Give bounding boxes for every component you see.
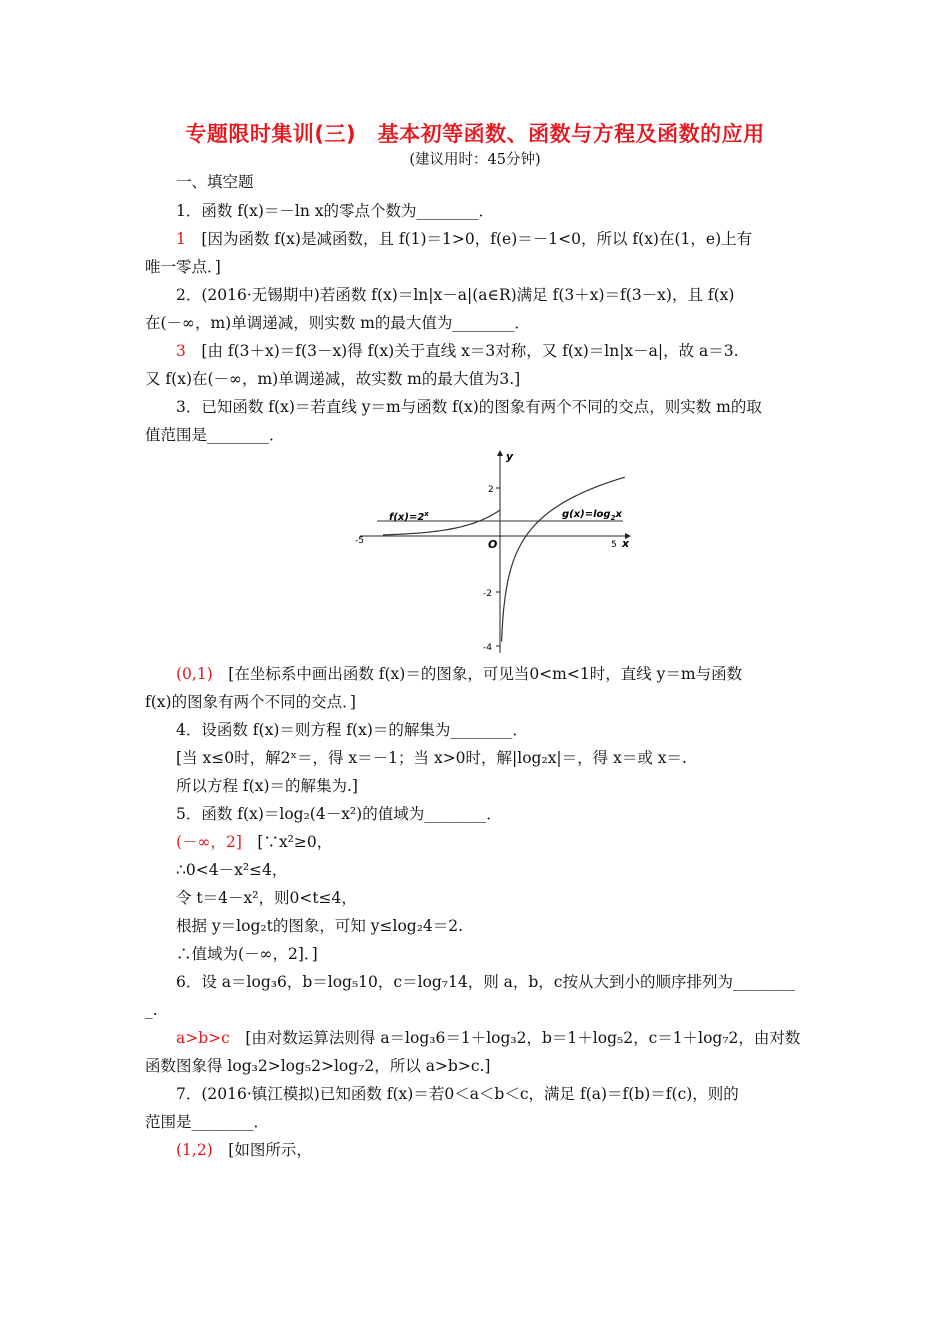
q1-text: 1．函数 f(x)＝－ln x的零点个数为________． xyxy=(176,202,494,220)
q4-text: 4．设函数 f(x)＝则方程 f(x)＝的解集为________． xyxy=(176,721,528,739)
q6-answer: a>b>c [由对数运算法则得 a＝log₃6＝1＋log₃2，b＝1＋log₅2，c＝1＋log₇2，由对数 xyxy=(176,1029,801,1047)
q2-text: 2．(2016·无锡期中)若函数 f(x)＝ln|x－a|(a∈R)满足 f(3＋x)＝f(3－x)，且 f(x) xyxy=(176,286,735,304)
q1-answer-cont: 唯一零点．] xyxy=(145,258,221,276)
q6-text-cont: _. xyxy=(145,1001,158,1019)
q6-answer-cont: 函数图象得 log₃2>log₅2>log₇2，所以 a>b>c.] xyxy=(145,1057,491,1075)
q3-text-cont: 值范围是________． xyxy=(145,426,285,444)
q5-step-1: ∴0<4－x²≤4， xyxy=(176,861,288,879)
g-curve-label: $g(x)=\log_2x$ xyxy=(562,509,622,522)
origin-label: O xyxy=(488,538,498,551)
curve-g-log xyxy=(502,477,625,641)
q5-text: 5．函数 f(x)＝log₂(4－x²)的值域为________． xyxy=(176,805,502,823)
y-tick-label-neg2: -2 xyxy=(483,589,492,599)
q4-answer-cont: 所以方程 f(x)＝的解集为.] xyxy=(176,777,358,795)
q6-text: 6．设 a＝log₃6，b＝log₅10，c＝log₇14，则 a，b，c按从大到小的顺序排列为________ xyxy=(176,973,795,991)
q1-answer: 1 [因为函数 f(x)是减函数，且 f(1)＝1>0，f(e)＝－1<0，所以 f(x)在(1，e)上有 xyxy=(176,230,753,248)
x-tick-label-neg5: -5 xyxy=(355,536,364,546)
page-title: 专题限时集训(三) 基本初等函数、函数与方程及函数的应用 xyxy=(185,122,765,146)
q3-text: 3．已知函数 f(x)＝若直线 y＝m与函数 f(x)的图象有两个不同的交点，则实数 m的取 xyxy=(176,398,762,416)
q5-step-3: 根据 y＝log₂t的图象，可知 y≤log₂4＝2. xyxy=(176,917,464,935)
q7-answer: (1,2) [如图所示， xyxy=(176,1141,312,1159)
y-tick-label-2: 2 xyxy=(488,485,494,495)
y-axis-arrow xyxy=(497,450,503,456)
q4-answer: [当 x≤0时，解2ˣ＝，得 x＝－1；当 x>0时，解|log₂x|＝，得 x＝或 x＝. xyxy=(176,749,687,767)
q7-text: 7．(2016·镇江模拟)已知函数 f(x)＝若0＜a＜b＜c，满足 f(a)＝f(b)＝f(c)，则的 xyxy=(176,1085,739,1103)
q7-text-cont: 范围是________． xyxy=(145,1113,270,1131)
q2-answer-cont: 又 f(x)在(－∞，m)单调递减，故实数 m的最大值为3.] xyxy=(145,370,521,388)
f-curve-label: $f(x)=2^x$ xyxy=(389,510,429,523)
q5-step-2: 令 t＝4－x²，则0<t≤4， xyxy=(176,889,357,907)
q2-answer: 3 [由 f(3＋x)＝f(3－x)得 f(x)关于直线 x＝3对称，又 f(x)＝ln|x－a|，故 a＝3. xyxy=(176,342,739,360)
suggested-time: (建议用时：45分钟) xyxy=(409,152,541,168)
q3-answer-cont: f(x)的图象有两个不同的交点．] xyxy=(145,693,356,711)
q5-answer: (－∞，2] [∵x²≥0， xyxy=(176,833,333,851)
q5-step-4: ∴值域为(－∞，2]．] xyxy=(176,945,318,963)
y-axis-label: y xyxy=(506,450,514,463)
function-graph xyxy=(355,448,635,658)
section-heading: 一、填空题 xyxy=(176,173,254,191)
q2-text-cont: 在(－∞，m)单调递减，则实数 m的最大值为________． xyxy=(145,314,530,332)
x-axis-label: x xyxy=(622,537,630,550)
x-tick-label-5: 5 xyxy=(611,540,617,550)
q3-answer: (0,1) [在坐标系中画出函数 f(x)＝的图象，可见当0<m<1时，直线 y＝m与函数 xyxy=(176,665,743,683)
y-tick-label-neg4: -4 xyxy=(483,643,492,653)
